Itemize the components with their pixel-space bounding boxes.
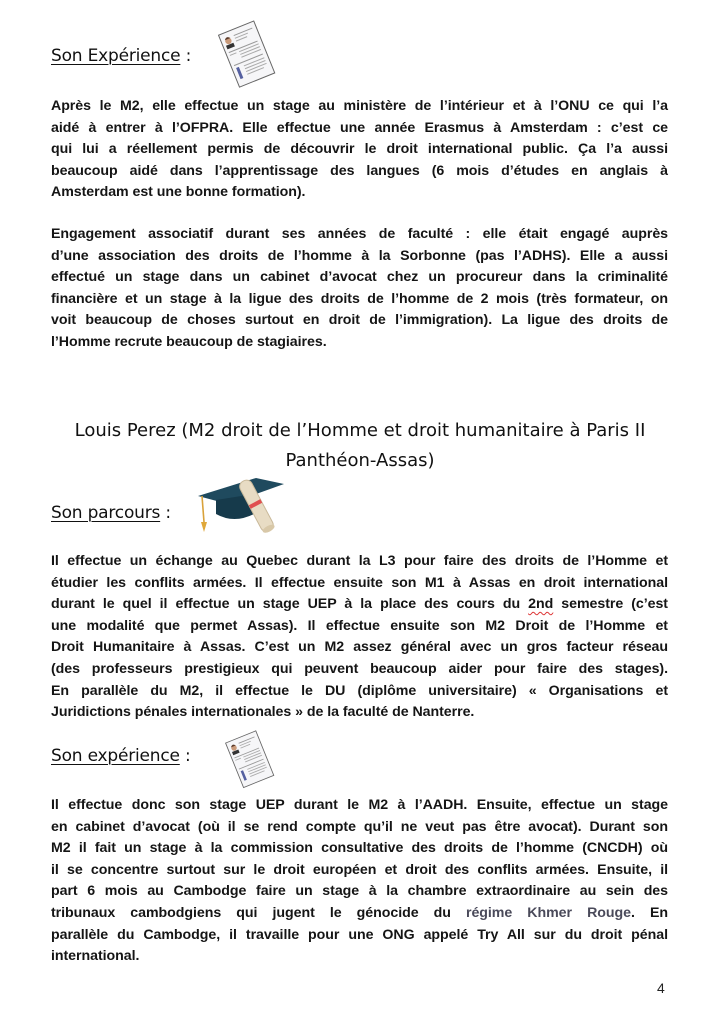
text-line: M2 il fait un stage à la commission consultative des droits de l’homme (CNCDH) où xyxy=(51,840,668,857)
text-line: d’une association des droits de l’homme à la Sorbonne (pas l’ADHS). Elle a aussi xyxy=(51,247,668,264)
text-line xyxy=(51,903,668,925)
heading-text: Son expérience xyxy=(51,746,180,766)
section-heading-experience xyxy=(51,46,191,66)
paragraph-parcours xyxy=(51,551,668,724)
person-title xyxy=(40,416,680,476)
resume-cv-icon xyxy=(218,20,276,95)
section-heading-experience-2 xyxy=(51,746,191,766)
text-line: parallèle du Cambodge, il travaille pour une ONG appelé Try All sur du droit pénal xyxy=(51,926,668,943)
text-line xyxy=(51,594,668,616)
text-segment: tribunaux cambodgiens qui jugent le génocide du xyxy=(51,904,466,921)
text-line: En parallèle du M2, il effectue le DU (diplôme universitaire) « Organisations et xyxy=(51,682,668,699)
text-segment: . En xyxy=(630,904,668,921)
highlighted-text: régime Khmer Rouge xyxy=(465,904,631,921)
heading-colon: : xyxy=(179,746,191,766)
text-line: Après le M2, elle effectue un stage au ministère de l’intérieur et à l’ONU ce qui l’a xyxy=(51,98,668,114)
text-line: Juridictions pénales internationales » de la faculté de Nanterre. xyxy=(51,704,475,721)
text-line: beaucoup aidé dans l’apprentissage des langues (6 mois d’études en anglais à xyxy=(51,162,668,179)
text-line: international. xyxy=(51,948,140,965)
text-line: Il effectue donc son stage UEP durant le M2 à l’AADH. Ensuite, effectue un stage xyxy=(51,797,668,813)
resume-cv-icon xyxy=(224,730,276,795)
text-line: Droit Humanitaire à Assas. C’est un M2 assez général avec un gros facteur réseau xyxy=(51,639,668,656)
heading-colon: : xyxy=(160,503,171,523)
text-line: en cabinet d’avocat (où il se rend compte qu’il ne veut pas être avocat). Durant son xyxy=(51,818,668,835)
text-line: Engagement associatif durant ses années de faculté : elle était engagé auprès xyxy=(51,226,668,242)
paragraph-experience-1 xyxy=(51,96,668,204)
text-line: l’Homme recrute beaucoup de stagiaires. xyxy=(51,333,327,350)
graduation-cap-diploma-icon xyxy=(194,470,286,547)
text-line: part 6 mois au Cambodge faire un stage à la chambre extraordinaire au sein des xyxy=(51,883,668,900)
text-line: Il effectue un échange au Quebec durant la L3 pour faire des droits de l’Homme et xyxy=(51,553,668,569)
text-line: financière et un stage à la ligue des droits de l’homme de 2 mois (très formateur, on xyxy=(51,290,668,307)
page-number: 4 xyxy=(657,980,665,996)
text-line: effectué un stage dans un cabinet d’avocat chez un procureur dans la criminalité xyxy=(51,269,668,286)
heading-text: Son parcours xyxy=(51,503,161,523)
text-segment: semestre (c’est xyxy=(553,596,668,613)
text-line: aidé à entrer à l’OFPRA. Elle effectue une année Erasmus à Amsterdam : c’est ce xyxy=(51,119,668,136)
text-line: (des professeurs prestigieux qui peuvent beaucoup aider pour faire des stages). xyxy=(51,660,668,677)
section-heading-parcours xyxy=(51,503,171,523)
paragraph-experience-2 xyxy=(51,224,668,354)
paragraph-experience-louis xyxy=(51,795,668,968)
person-title-line-2: Panthéon-Assas) xyxy=(285,450,435,471)
spellcheck-flagged-word[interactable]: 2nd xyxy=(528,596,554,613)
text-line: il se concentre surtout sur le droit européen et droit des conflits armées. Ensuite, il xyxy=(51,861,668,878)
text-line: une modalité que permet Assas). Il effectue ensuite son M2 Droit de l’Homme et xyxy=(51,617,668,634)
text-line: étudier les conflits armées. Il effectue ensuite son M1 à Assas en droit international xyxy=(51,574,668,591)
text-line: Amsterdam est une bonne formation). xyxy=(51,184,306,201)
person-title-line-1: Louis Perez (M2 droit de l’Homme et droit humanitaire à Paris II xyxy=(74,420,646,441)
heading-text: Son Expérience xyxy=(51,46,181,66)
heading-colon: : xyxy=(180,46,192,66)
text-segment: durant le quel il effectue un stage UEP à la place des cours du xyxy=(51,596,529,613)
text-line: voit beaucoup de choses surtout en droit de l’immigration). La ligue des droits de xyxy=(51,312,668,329)
text-line: qui lui a réellement permis de découvrir le droit international public. Ça l’a aussi xyxy=(51,141,668,158)
